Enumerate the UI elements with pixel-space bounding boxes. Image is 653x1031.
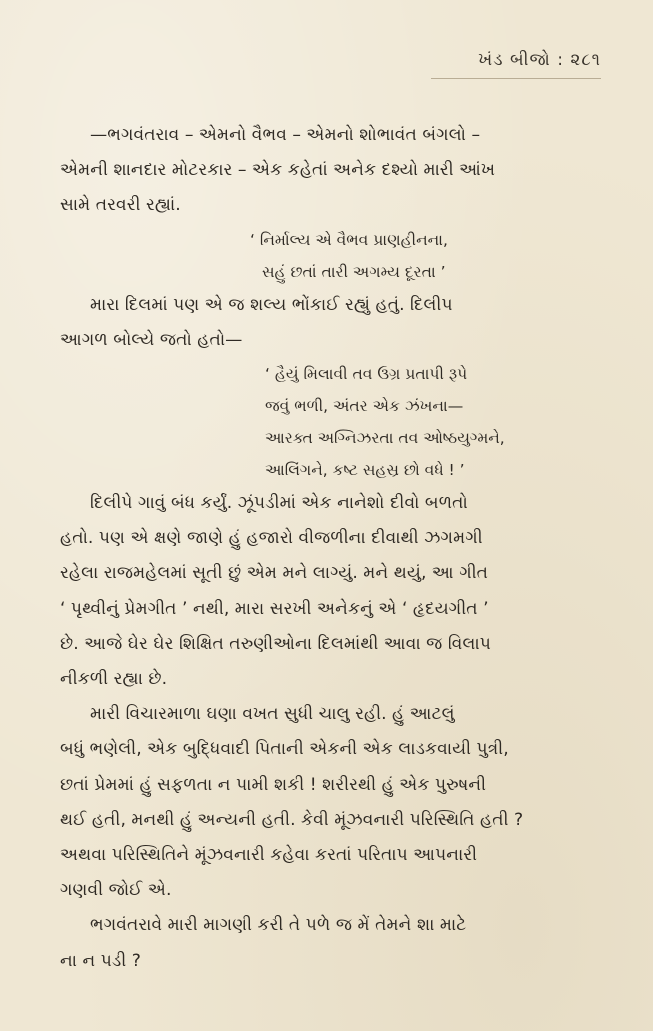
paragraph-3 [60,486,600,697]
text-line: નીકળી રહ્યા છે. [60,669,168,690]
verse-2 [60,358,600,486]
text-line: સામે તરવરી રહ્યાં. [60,195,181,216]
running-header: ખંડ બીજો : ૨૮૧ [431,50,601,79]
paragraph-5 [60,908,600,978]
text-line: છે. આજે ઘેર ઘેર શિક્ષિત તરુણીઓના દિલમાંથી આવા જ વિલાપ [60,633,491,654]
verse-line: ‘ હૈયું મિલાવી તવ ઉગ્ર પ્રતાપી રૂપે [265,365,468,384]
text-line: આગળ બોલ્યે જતો હતો— [60,329,243,350]
verse-line: આલિંગને, કષ્ટ સહસ્ર છો વધે ! ’ [265,461,465,480]
paragraph-2 [60,288,600,358]
verse-1 [60,224,600,288]
text-line: થઈ હતી, મનથી હું અન્યની હતી. કેવી મૂંઝવનારી પરિસ્થિતિ હતી ? [60,809,524,830]
verse-line: સહું છતાં તારી અગમ્ય દૂરતા ’ [262,262,446,281]
text-line: ‘ પૃથ્વીનું પ્રેમગીત ’ નથી, મારા સરખી અનેકનું એ ‘ હૃદયગીત ’ [60,598,489,619]
text-line: દિલીપે ગાવું બંધ કર્યું. ઝૂંપડીમાં એક નાનેશો દીવો બળતો [90,493,468,514]
text-line: બધું ભણેલી, એક બુદ્ધિવાદી પિતાની એકની એક લાડકવાયી પુત્રી, [60,739,509,760]
page-body [60,118,600,979]
text-line: મારી વિચારમાળા ઘણા વખત સુધી ચાલુ રહી. હું આટલું [90,704,455,725]
text-line: ભગવંતરાવે મારી માગણી કરી તે પળે જ મેં તેમને શા માટે [90,915,467,936]
text-line: અથવા પરિસ્થિતિને મૂંઝવનારી કહેવા કરતાં પરિતાપ આપનારી [60,845,478,866]
text-line: છતાં પ્રેમમાં હું સફળતા ન પામી શકી ! શરીરથી હું એક પુરુષની [60,774,487,795]
paragraph-4 [60,697,600,908]
text-line: ના ન પડી ? [60,950,141,971]
verse-line: જવું ભળી, અંતર એક ઝંખના— [265,397,464,416]
text-line: રહેલા રાજમહેલમાં સૂતી છું એમ મને લાગ્યું. મને થયું, આ ગીત [60,563,489,584]
text-line: એમની શાનદાર મોટરકાર – એક કહેતાં અનેક દશ્યો મારી આંખ [60,160,496,181]
verse-line: ‘ નિર્માલ્ય એ વૈભવ પ્રાણહીનના, [250,230,448,249]
verse-line: આરક્ત અગ્નિઝરતા તવ ઓષ્ઠયુગ્મને, [265,429,505,448]
text-line: —ભગવંતરાવ – એમનો વૈભવ – એમનો શોભાવંત બંગલો – [90,125,481,145]
paragraph-1 [60,118,600,224]
text-line: ગણવી જોઈ એ. [60,880,172,901]
text-line: મારા દિલમાં પણ એ જ શલ્ય ભોંકાઈ રહ્યું હતું. દિલીપ [90,294,453,315]
text-line: હતો. પણ એ ક્ષણે જાણે હું હજારો વીજળીના દીવાથી ઝગમગી [60,528,483,549]
